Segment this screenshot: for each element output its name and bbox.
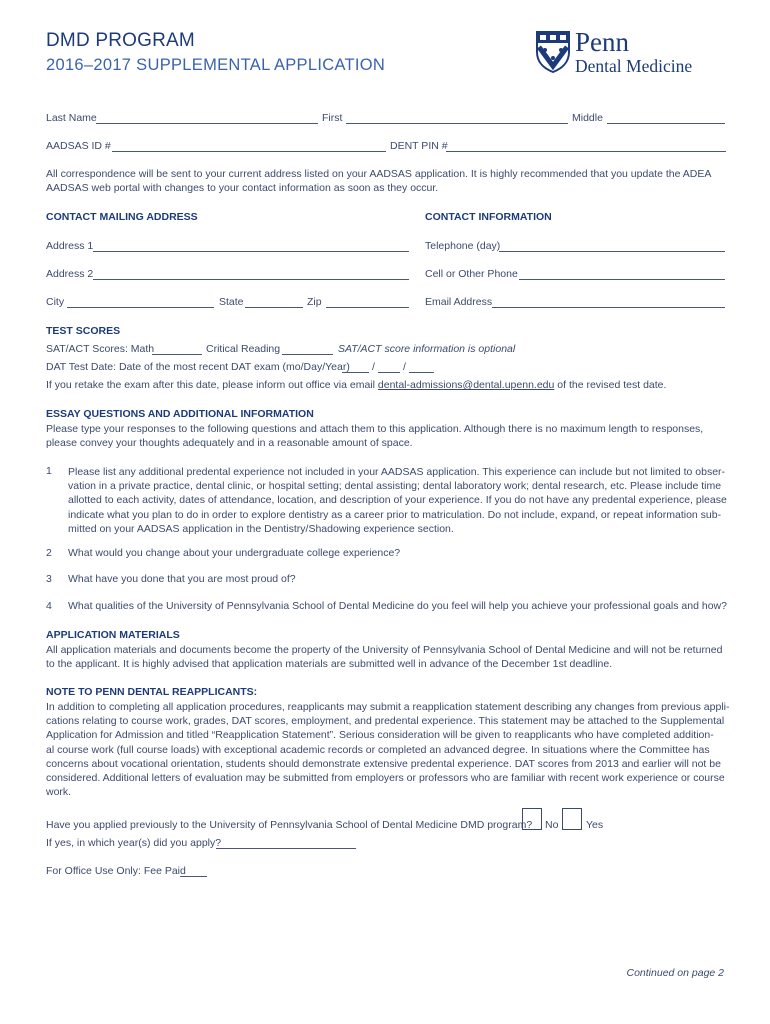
question-3-number: 3 [46, 573, 52, 585]
question-1-line: allotted to each activity, dates of attendance, location, and description of your experience. If you do not have any predental experience, please [68, 494, 727, 507]
logo-penn: Penn [575, 27, 629, 57]
dat-slash-2: / [403, 361, 406, 373]
reapplicants-heading: NOTE TO PENN DENTAL REAPPLICANTS: [46, 686, 258, 698]
office-use-label: For Office Use Only: Fee Paid [46, 865, 186, 877]
question-1-number: 1 [46, 465, 52, 477]
question-1-line: vation in a private practice, dental clinic, or hospital setting; dental assisting; dental laboratory work; dental research, etc. Please include time [68, 480, 722, 493]
fee-paid-field[interactable] [180, 876, 207, 877]
no-checkbox[interactable] [522, 808, 542, 830]
page-title: DMD PROGRAM [46, 30, 195, 51]
materials-heading: APPLICATION MATERIALS [46, 629, 180, 641]
applied-previously-question: Have you applied previously to the University of Pennsylvania School of Dental Medicine DMD program? [46, 819, 533, 831]
dat-year-field[interactable] [409, 372, 434, 373]
cell-phone-field[interactable] [519, 279, 725, 280]
reapplicants-line: concerns about vocational orientation, students should demonstrate extensive predental experience. DAT scores from 2013 and earlier will not be [46, 757, 721, 770]
sat-math-label: SAT/ACT Scores: Math [46, 343, 155, 355]
telephone-field[interactable] [499, 251, 725, 252]
question-1-line: indicate what you plan to do in order to explore dentistry as a career prior to matriculation. Do not include, expand, or repeat information sub- [68, 508, 722, 521]
address2-field[interactable] [93, 279, 409, 280]
continued-note: Continued on page 2 [626, 967, 724, 979]
zip-label: Zip [307, 296, 322, 308]
city-field[interactable] [67, 307, 214, 308]
years-applied-label: If yes, in which year(s) did you apply? [46, 837, 222, 849]
materials-text [46, 643, 736, 671]
materials-line: All application materials and documents become the property of the University of Pennsylvania School of Dental Medicine and will not be returned [46, 644, 723, 656]
first-name-label: First [322, 112, 343, 124]
zip-field[interactable] [326, 307, 409, 308]
penn-dental-logo [535, 27, 730, 78]
city-label: City [46, 296, 65, 308]
reapplicants-line: cations relating to course work, grades, DAT scores, employment, and predental experience. This statement may be attached to the Supplemental [46, 715, 725, 728]
dat-date-label: DAT Test Date: Date of the most recent DAT exam (mo/Day/Year) [46, 361, 350, 373]
reapplicants-line: In addition to completing all application procedures, reapplicants may submit a reapplication statement describing any changes from previous appli- [46, 701, 730, 713]
retake-note-after: of the revised test date. [557, 379, 667, 391]
question-1-line: mitted on your AADSAS application in the Dentistry/Shadowing experience section. [68, 522, 454, 535]
address1-field[interactable] [93, 251, 409, 252]
dat-day-field[interactable] [378, 372, 400, 373]
reapplicants-line: Application for Admission and titled “Reapplication Statement”. Serious consideration will be given to reapplicants who have completed addition- [46, 729, 714, 742]
first-name-field[interactable] [346, 123, 568, 124]
cell-phone-label: Cell or Other Phone [425, 268, 518, 280]
question-4-number: 4 [46, 600, 52, 612]
critical-reading-field[interactable] [282, 354, 333, 355]
address2-label: Address 2 [46, 268, 94, 280]
reapplicants-line: al course work (full course loads) with exceptional academic records or completed an advanced degree. In situations where the Committee has [46, 743, 710, 756]
penn-shield-icon [535, 30, 571, 74]
middle-name-field[interactable] [607, 123, 725, 124]
dent-pin-field[interactable] [446, 151, 726, 152]
retake-note-before: If you retake the exam after this date, please inform out office via email [46, 379, 375, 391]
email-field[interactable] [492, 307, 725, 308]
last-name-field[interactable] [96, 123, 318, 124]
mailing-address-heading: CONTACT MAILING ADDRESS [46, 211, 198, 223]
essay-intro: Please type your responses to the following questions and attach them to this application. Although there is no maximum length to responses, please convey your thoughts adequately and in a reasonable amount of space. [46, 423, 704, 450]
middle-name-label: Middle [572, 112, 603, 124]
correspondence-note: All correspondence will be sent to your current address listed on your AADSAS application. It is highly recommended that you update the ADEA AADSAS web portal with changes to your contact information as soon as they occur. [46, 168, 711, 195]
no-label: No [545, 819, 559, 831]
dat-month-field[interactable] [342, 372, 369, 373]
reapplicants-line: considered. Additional letters of evaluation may be submitted from employers or professors who are familiar with recent work experience or course [46, 772, 725, 785]
question-2: What would you change about your undergraduate college experience? [68, 547, 401, 559]
aadsas-id-label: AADSAS ID # [46, 140, 111, 152]
reapplicants-text [46, 700, 736, 799]
admissions-email-link[interactable]: dental-admissions@dental.upenn.edu [377, 379, 555, 391]
contact-info-heading: CONTACT INFORMATION [425, 211, 552, 223]
page-subtitle: 2016–2017 SUPPLEMENTAL APPLICATION [46, 56, 386, 74]
reapplicants-line: work. [46, 786, 72, 799]
aadsas-id-field[interactable] [112, 151, 386, 152]
dent-pin-label: DENT PIN # [390, 140, 448, 152]
question-3: What have you done that you are most proud of? [68, 573, 296, 585]
critical-reading-label: Critical Reading [206, 343, 281, 355]
retake-note [46, 379, 666, 391]
dat-slash-1: / [372, 361, 375, 373]
last-name-label: Last Name [46, 112, 97, 124]
state-label: State [219, 296, 244, 308]
years-applied-field[interactable] [216, 848, 356, 849]
essay-heading: ESSAY QUESTIONS AND ADDITIONAL INFORMATION [46, 408, 314, 420]
test-scores-heading: TEST SCORES [46, 325, 121, 337]
question-1 [68, 465, 733, 536]
question-2-number: 2 [46, 547, 52, 559]
sat-optional-note: SAT/ACT score information is optional [338, 343, 516, 355]
question-1-line: Please list any additional predental experience not included in your AADSAS application. This experience can include but not limited to obser- [68, 466, 726, 478]
state-field[interactable] [245, 307, 303, 308]
telephone-label: Telephone (day) [425, 240, 501, 252]
address1-label: Address 1 [46, 240, 94, 252]
question-4: What qualities of the University of Pennsylvania School of Dental Medicine do you feel will help you achieve your professional goals and how? [68, 600, 727, 612]
logo-dental-medicine: Dental Medicine [575, 56, 693, 76]
email-label: Email Address [425, 296, 493, 308]
yes-checkbox[interactable] [562, 808, 582, 830]
materials-line: to the applicant. It is highly advised that application materials are submitted well in advance of the December 1st deadline. [46, 658, 613, 671]
sat-math-field[interactable] [152, 354, 202, 355]
yes-label: Yes [586, 819, 604, 831]
